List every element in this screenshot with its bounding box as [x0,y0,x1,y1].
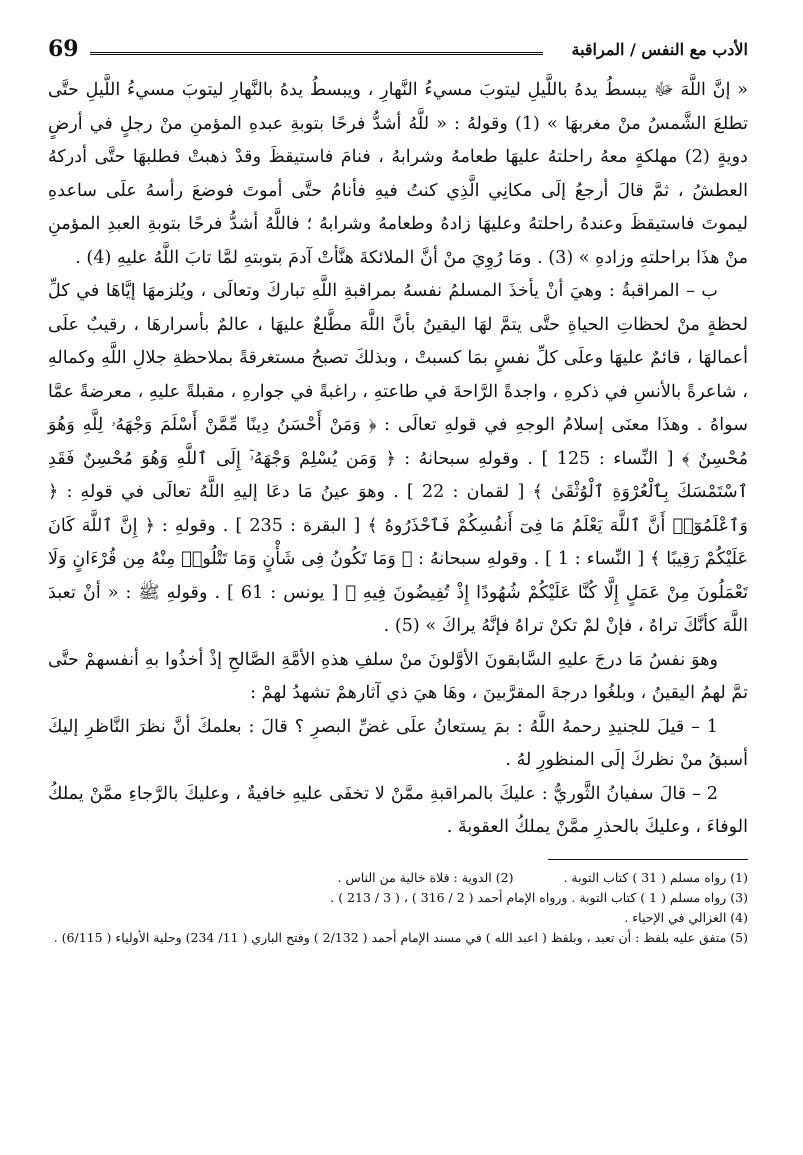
header-rule [90,52,543,58]
footnote-1: (1) رواه مسلم ( 31 ) كتاب التوبة . [563,869,748,885]
paragraph-hadith-continuation: « إنَّ اللَّهَ ﷻ يبسطُ يدهُ باللَّيلِ ليتوبَ مسيءُ النَّهارِ ، ويبسطُ يدهُ بالنَّهارِ ليتوبَ مسيءُ اللَّيلِ حتَّى تطلعَ الشَّمسُ منْ مغربهَا » (1) وقولهُ : « للَّهُ أشدُّ فرحًا بتوبةِ عبدهِ المؤمنِ منْ رجلٍ في أرضٍ دويةٍ (2) مهلكةٍ معهُ راحلتهُ عليهَا طعامهُ وشرابهُ ، فنامَ فاستيقظَ وقدْ ذهبتْ فطلبهَا حتَّى أدركهُ العطشُ ، ثمَّ قالَ أرجعُ إلَى مكانِي الَّذِي كنتُ فيهِ فأنامُ حتَّى أموتَ فوضعَ رأسهُ علَى ساعدهِ ليموتَ فاستيقظَ وعندهُ راحلتهُ وعليهَا زادهُ وطعامهُ وشرابهُ ؛ فاللَّهُ أشدُّ فرحًا بتوبةِ العبدِ المؤمنِ منْ هذَا براحلتهِ وزادهِ » (3) . ومَا رُوِيَ منْ أنَّ الملائكةَ هنَّأتْ آدمَ بتوبتهِ لمَّا تابَ اللَّهُ عليهِ (4) . [48,80,748,268]
footnote-5: (5) متفق عليه بلفظ : أن تعبد ، وبلفظ ( اعبد الله ) في مسند الإمام أحمد ( 2/132 ) وفتح الباري ( 11/ 234) وحلية الأولياء ( 6/115) . [53,929,748,945]
paragraph-muraqaba: ب – المراقبةُ : وهيَ أنْ يأخذَ المسلمُ نفسهُ بمراقبةِ اللَّهِ تباركَ وتعالَى ، ويُلزمهَا إيَّاهَا في كلِّ لحظةٍ منْ لحظاتِ الحياةِ حتَّى يتمَّ لهَا اليقينُ بأنَّ اللَّهَ مطَّلعٌ عليهَا ، عالمٌ بأسرارهَا ، رقيبٌ علَى أعمالهَا ، قائمٌ عليهَا وعلَى كلِّ نفسٍ بمَا كسبتْ ، وبذلكَ تصبحُ مستغرقةً بملاحظةِ جلالِ اللَّهِ وكمالهِ ، شاعرةً بالأنسِ في ذكرهِ ، واجدةً الرَّاحةَ في طاعتهِ ، راغبةً في جوارهِ ، مقبلةً عليهِ ، معرضةً عمَّا سواهُ . وهذَا معنَى إسلامُ الوجهِ في قولهِ تعالَى : ﴿ وَمَنْ أَحْسَنُ دِينًا مِّمَّنْ أَسْلَمَ وَجْهَهُۥ لِلَّهِ وَهُوَ مُحْسِنٌ ﴾ [ النِّساء : 125 ] . وقولهِ سبحانهُ : ﴿ وَمَن يُسْلِمْ وَجْهَهُۥٓ إِلَى ٱللَّهِ وَهُوَ مُحْسِنٌ فَقَدِ ٱسْتَمْسَكَ بِٱلْعُرْوَةِ ٱلْوُثْقَىٰ ﴾ [ لقمان : 22 ] . وهوَ عينُ مَا دعَا إليهِ اللَّهُ تعالَى في قولهِ : ﴿ وَٱعْلَمُوٓا۟ أَنَّ ٱللَّهَ يَعْلَمُ مَا فِىٓ أَنفُسِكُمْ فَٱحْذَرُوهُ ﴾ [ البقرة : 235 ] . وقولهِ : ﴿ إِنَّ ٱللَّهَ كَانَ عَلَيْكُمْ رَقِيبًا ﴾ [ النِّساء : 1 ] . وقولهِ سبحانهُ : ﴿ وَمَا تَكُونُ فِى شَأْنٍ وَمَا تَتْلُوا۟ مِنْهُ مِن قُرْءَانٍ وَلَا تَعْمَلُونَ مِنْ عَمَلٍ إِلَّا كُنَّا عَلَيْكُمْ شُهُودًا إِذْ تُفِيضُونَ فِيهِ ﴾ [ يونس : 61 ] . وقولهِ ﷺ : « أنْ تعبدَ اللَّهَ كأنَّكَ تراهُ ، فإنْ لمْ تكنْ تراهُ فإنَّهُ يراكَ » (5) . [48,281,749,636]
page-header [48,30,748,74]
footnote-row [48,868,748,888]
footnote-3: (3) رواه مسلم ( 1 ) كتاب التوبة . ورواه الإمام أحمد ( 2 / 316 ) ، ( 3 / 213 ) . [330,889,748,905]
footnotes [48,868,748,948]
body-text [48,74,748,845]
footnote-2: (2) الدوية : فلاة خالية من الناس . [337,869,514,885]
footnote-rule [548,859,748,860]
list-item-sufyan: 2 – قالَ سفيانُ الثَّوريُّ : عليكَ بالمراقبةِ ممَّنْ لا تخفَى عليهِ خافيةٌ ، وعليكَ بالرَّجاءِ ممَّنْ يملكُ الوفاءَ ، وعليكَ بالحذرِ ممَّنْ يملكُ العقوبةَ . [48,783,748,837]
running-title: الأدب مع النفس / المراقبة [571,40,748,59]
footnote-4: (4) الغزالي في الإحياء . [624,909,748,925]
paragraph-salaf: وهوَ نفسُ مَا درجَ عليهِ السَّابقونَ الأوَّلونَ منْ سلفِ هذهِ الأمَّةِ الصَّالحِ إذْ أخذُوا بهِ أنفسهمْ حتَّى تمَّ لهمُ اليقينُ ، وبلغُوا درجةَ المقرَّبينَ ، وهَا هيَ ذي آثارهمْ تشهدُ لهمْ : [48,649,748,703]
page-number: 69 [48,36,79,62]
list-item-junaid: 1 – قيلَ للجنيدِ رحمهُ اللَّهُ : بمَ يستعانُ علَى غضِّ البصرِ ؟ قالَ : بعلمكَ أنَّ نظرَ النَّاظرِ إليكَ أسبقُ منْ نظركَ إلَى المنظورِ لهُ . [48,716,748,770]
